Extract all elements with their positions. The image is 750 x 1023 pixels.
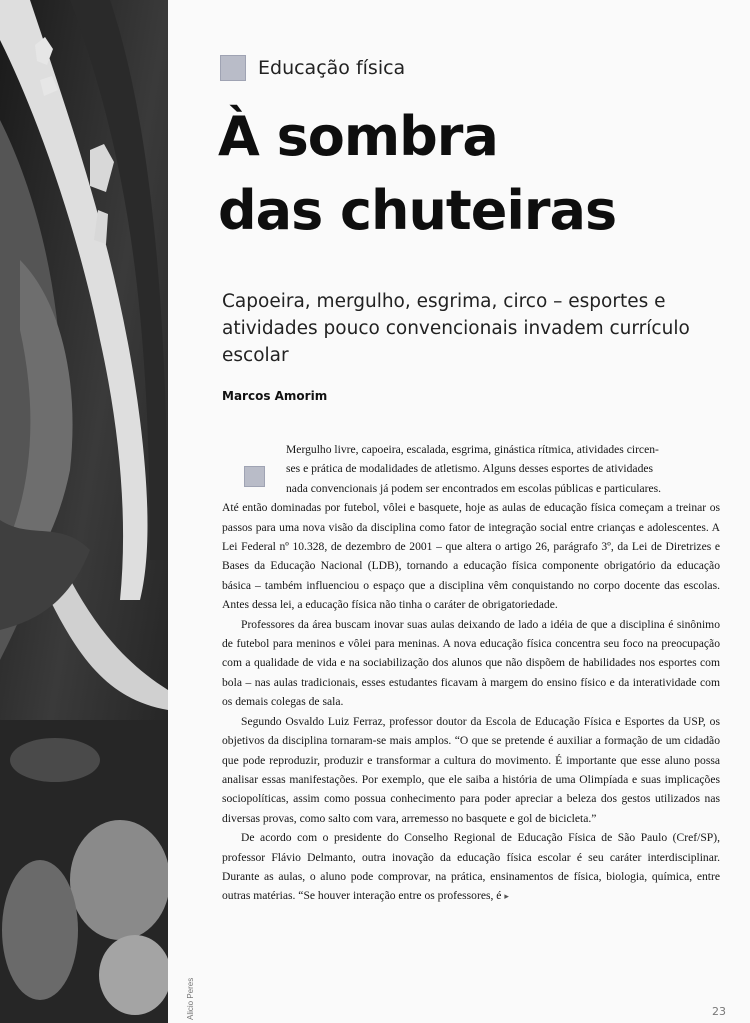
paragraph-1 bbox=[222, 440, 720, 615]
paragraph-1-rest: Até então dominadas por futebol, vôlei e basquete, hoje as aulas de educação física começam a treinar os passos para uma nova visão da disciplina como fator de integração social entre crianças e adolescentes. A Lei Federal nº 10.328, de dezembro de 2001 – que altera o artigo 26, parágrafo 3º, da Lei de Diretrizes e Bases da Educação Nacional (LDB), tornando a educação física componente obrigatório da educação básica – também influenciou o espaço que a disciplina vêm conquistando no corpo docente das escolas. Antes dessa lei, a educação física não tinha o caráter de obrigatoriedade. bbox=[222, 501, 720, 612]
article-title bbox=[218, 100, 616, 248]
section-marker-icon bbox=[220, 55, 246, 81]
article-photo bbox=[0, 0, 168, 1023]
article-body bbox=[222, 440, 720, 908]
paragraph-2: Professores da área buscam inovar suas aulas deixando de lado a idéia de que a disciplina é sinônimo de futebol para meninos e vôlei para meninas. A nova educação física concentra seu foco na preocupação com a qualidade de vida e na sociabilização dos alunos que não dispõem de habilidades nos esportes com bola – nas aulas tradicionais, esses estudantes ficavam à margem do ensino físico e da interatividade com os demais colegas de sala. bbox=[222, 617, 720, 709]
page-number: 23 bbox=[712, 1005, 726, 1018]
paragraph-1-line-2: ses e prática de modalidades de atletismo. Alguns desses esportes de atividades bbox=[286, 462, 654, 476]
article-subtitle: Capoeira, mergulho, esgrima, circo – esportes e atividades pouco convencionais invadem currículo escolar bbox=[222, 291, 690, 366]
paragraph-1-line-1: Mergulho livre, capoeira, escalada, esgrima, ginástica rítmica, atividades circen- bbox=[286, 443, 659, 456]
article-author: Marcos Amorim bbox=[222, 389, 328, 403]
article-title-line-2: das chuteiras bbox=[218, 179, 617, 242]
paragraph-4 bbox=[222, 828, 720, 908]
continue-arrow-icon: ▸ bbox=[504, 892, 509, 903]
article-title-line-1: À sombra bbox=[218, 105, 498, 168]
paragraph-3: Segundo Osvaldo Luiz Ferraz, professor doutor da Escola de Educação Física e Esportes da USP, os objetivos da disciplina tornaram-se mais amplos. “O que se pretende é auxiliar a formação de um cidadão que pode reproduzir, produzir e transformar a cultura do movimento. É importante que esse aluno possa analisar essas manifestações. Por exemplo, que ele saiba a história de uma Olimpíada e suas implicações sociopolíticas, assim como possua conhecimento para poder apreciar a beleza dos gestos utilizados nas diversas provas, como salto com vara, arremesso no basquete e gol de bicicleta.” bbox=[222, 714, 720, 825]
section-label: Educação física bbox=[258, 57, 406, 79]
paragraph-1-line-3: nada convencionais já podem ser encontrados em escolas públicas e particulares. bbox=[286, 481, 662, 495]
photo-credit: Alicio Peres bbox=[186, 977, 195, 1020]
paragraph-4-text: De acordo com o presidente do Conselho Regional de Educação Física de São Paulo (Cref/SP), professor Flávio Delmanto, outra inovação da educação física escolar é seu caráter interdisciplinar. Durante as aulas, o aluno pode comprovar, na prática, ensinamentos de física, biologia, química, entre outras matérias. “Se houver interação entre os professores, é bbox=[222, 831, 720, 903]
capoeira-photo-illustration bbox=[0, 0, 168, 1023]
